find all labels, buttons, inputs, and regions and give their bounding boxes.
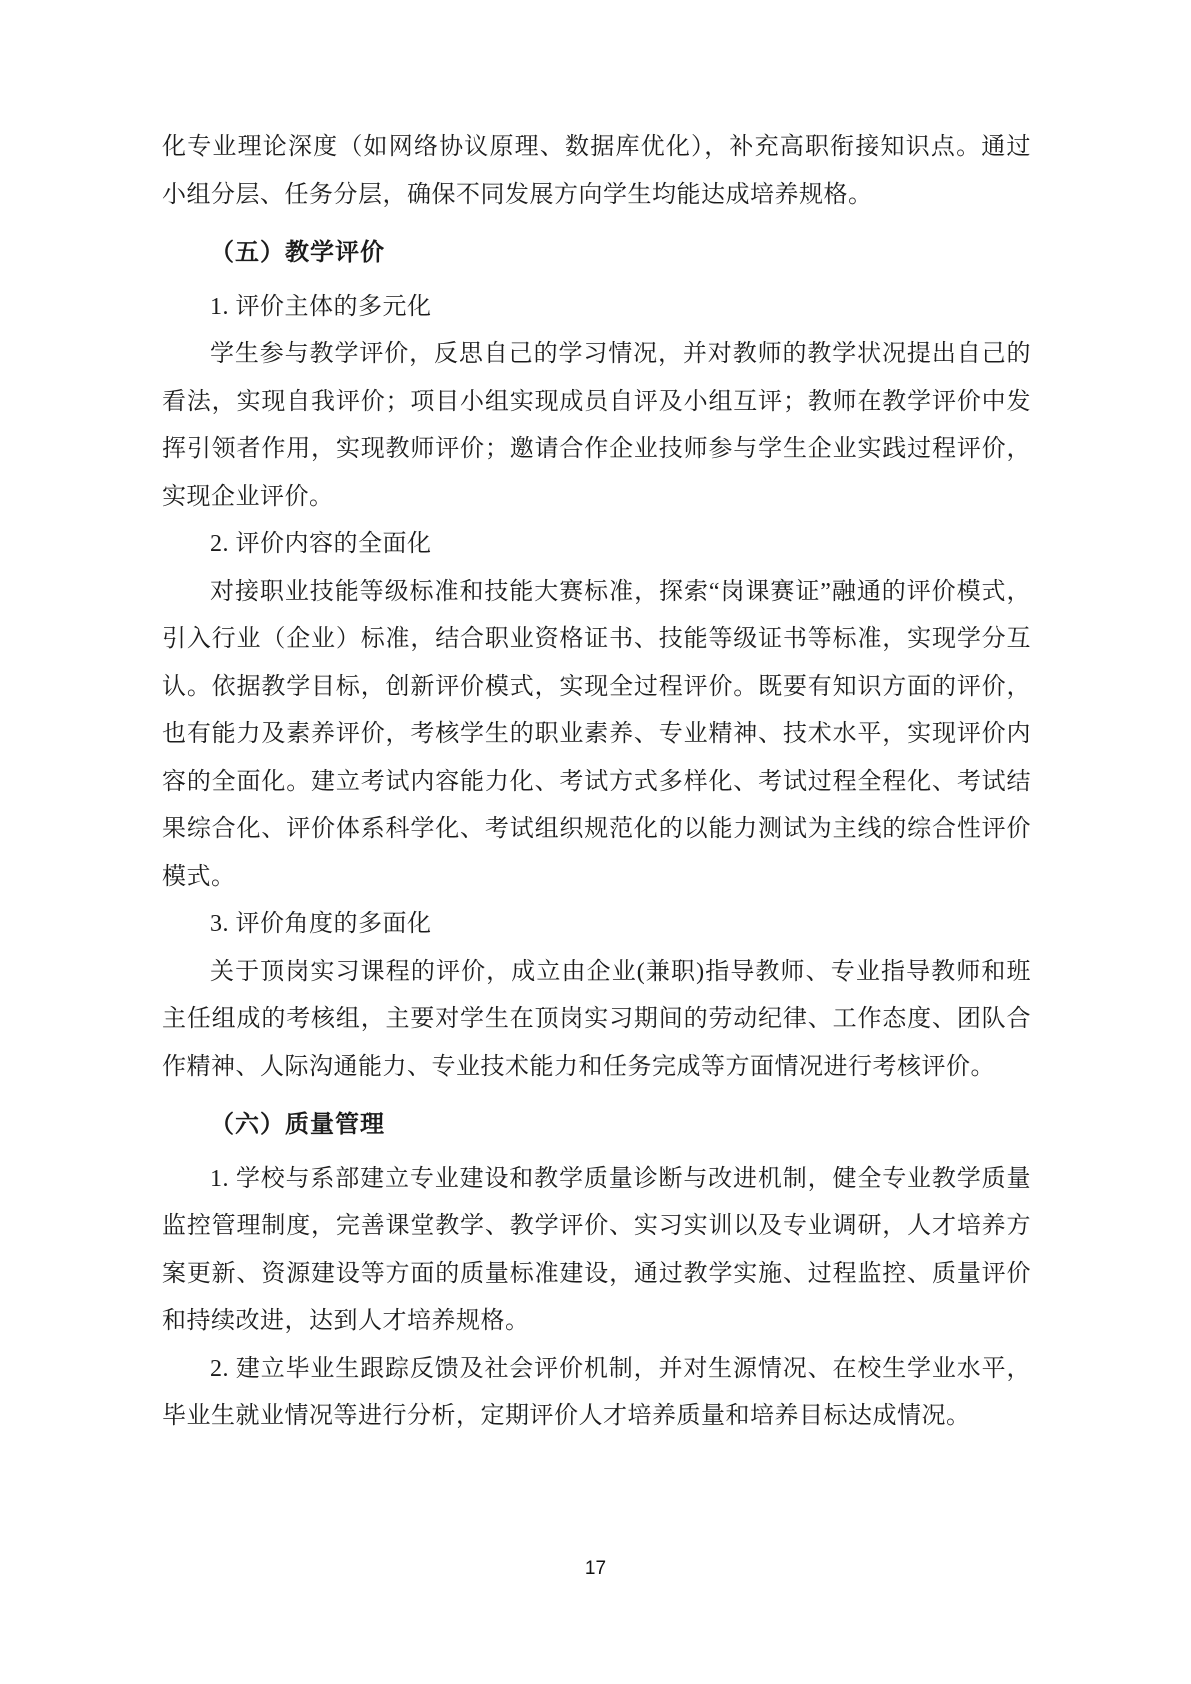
- document-body: [162, 124, 1031, 1441]
- section-heading-6-quality-management: （六）质量管理: [210, 1112, 385, 1138]
- body-paragraph: 2. 建立毕业生跟踪反馈及社会评价机制，并对生源情况、在校生学业水平，毕业生就业情况等进行分析，定期评价人才培养质量和培养目标达成情况。: [162, 1355, 1031, 1429]
- page-number: 17: [584, 1558, 607, 1579]
- subitem-heading: 3. 评价角度的多面化: [210, 911, 432, 937]
- body-paragraph: 化专业理论深度（如网络协议原理、数据库优化），补充高职衔接知识点。通过小组分层、任务分层，确保不同发展方向学生均能达成培养规格。: [162, 134, 1031, 208]
- body-paragraph: 关于顶岗实习课程的评价，成立由企业(兼职)指导教师、专业指导教师和班主任组成的考核组，主要对学生在顶岗实习期间的劳动纪律、工作态度、团队合作精神、人际沟通能力、专业技术能力和任务完成等方面情况进行考核评价。: [162, 958, 1031, 1080]
- subitem-heading: 1. 评价主体的多元化: [210, 293, 432, 320]
- body-paragraph: 1. 学校与系部建立专业建设和教学质量诊断与改进机制，健全专业教学质量监控管理制度，完善课堂教学、教学评价、实习实训以及专业调研，人才培养方案更新、资源建设等方面的质量标准建设，通过教学实施、过程监控、质量评价和持续改进，达到人才培养规格。: [162, 1165, 1031, 1334]
- body-paragraph: 对接职业技能等级标准和技能大赛标准，探索“岗课赛证”融通的评价模式，引入行业（企业）标准，结合职业资格证书、技能等级证书等标准，实现学分互认。依据教学目标，创新评价模式，实现全过程评价。既要有知识方面的评价，也有能力及素养评价，考核学生的职业素养、专业精神、技术水平，实现评价内容的全面化。建立考试内容能力化、考试方式多样化、考试过程全程化、考试结果综合化、评价体系科学化、考试组织规范化的以能力测试为主线的综合性评价模式。: [162, 578, 1031, 890]
- section-heading-5-teaching-evaluation: （五）教学评价: [210, 240, 385, 266]
- body-paragraph: 学生参与教学评价，反思自己的学习情况，并对教师的教学状况提出自己的看法，实现自我评价；项目小组实现成员自评及小组互评；教师在教学评价中发挥引领者作用，实现教师评价；邀请合作企业技师参与学生企业实践过程评价，实现企业评价。: [162, 341, 1031, 510]
- subitem-heading: 2. 评价内容的全面化: [210, 531, 432, 557]
